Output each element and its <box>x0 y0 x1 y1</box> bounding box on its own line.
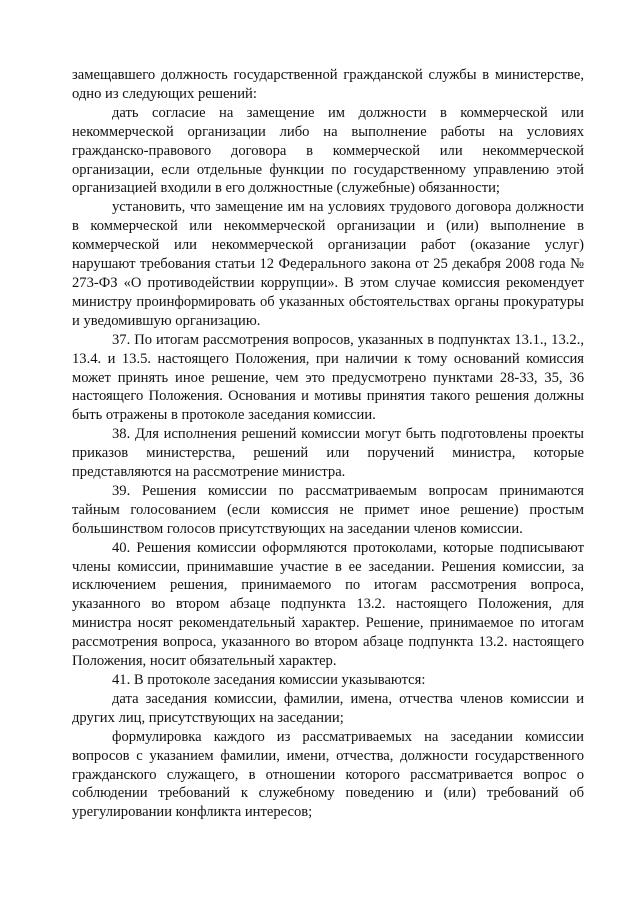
paragraph-continuation: замещавшего должность государственной гражданской службы в министерстве, одно из следующих решений: <box>72 67 584 102</box>
paragraph-item-38: 38. Для исполнения решений комиссии могут быть подготовлены проекты приказов министерства, решений или поручений министра, которые представляются на рассмотрение министра. <box>72 426 584 481</box>
paragraph-protocol-wording: формулировка каждого из рассматриваемых на заседании комиссии вопросов с указанием фамилии, имени, отчества, должности государственного гражданского служащего, в отношении которого рассматривается вопрос о соблюдении требований к служебному поведению и (или) требований об урегулировании конфликта интересов; <box>72 728 584 821</box>
paragraph-violation-option: установить, что замещение им на условиях трудового договора должности в коммерческой или некоммерческой организации и (или) выполнение в коммерческой или некоммерческой организации работ (оказание услуг) нарушают требования статьи 12 Федерального закона от 25 декабря 2008 года № 273-ФЗ «О противодействии коррупции». В этом случае комиссия рекомендует министру проинформировать об указанных обстоятельствах органы прокуратуры и уведомившую организацию. <box>72 199 584 329</box>
paragraph-item-37: 37. По итогам рассмотрения вопросов, указанных в подпунктах 13.1., 13.2., 13.4. и 13.5. настоящего Положения, при наличии к тому оснований комиссия может принять иное решение, чем это предусмотрено пунктами 28-33, 35, 36 настоящего Положения. Основания и мотивы принятия такого решения должны быть отражены в протоколе заседания комиссии. <box>72 331 584 424</box>
paragraph-item-41: 41. В протоколе заседания комиссии указываются: <box>112 672 426 688</box>
paragraph-item-40: 40. Решения комиссии оформляются протоколами, которые подписывают члены комиссии, принимавшие участие в ее заседании. Решения комиссии, за исключением решения, принимаемого по итогам рассмотрения вопроса, указанного во втором абзаце подпункта 13.2. настоящего Положения, для министра носят рекомендательный характер. Решение, принимаемое по итогам рассмотрения вопроса, указанного во втором абзаце подпункта 13.2. настоящего Положения, носит обязательный характер. <box>72 539 584 670</box>
paragraph-item-39: 39. Решения комиссии по рассматриваемым вопросам принимаются тайным голосованием (если комиссия не примет иное решение) простым большинством голосов присутствующих на заседании членов комиссии. <box>72 482 584 537</box>
paragraph-consent-option: дать согласие на замещение им должности в коммерческой или некоммерческой организации либо на выполнение работы на условиях гражданско-правового договора в коммерческой или некоммерческой организации, если отдельные функции по государственному управлению этой организацией входили в его должностные (служебные) обязанности; <box>72 104 584 197</box>
paragraph-protocol-date: дата заседания комиссии, фамилии, имена, отчества членов комиссии и других лиц, присутствующих на заседании; <box>72 690 584 726</box>
